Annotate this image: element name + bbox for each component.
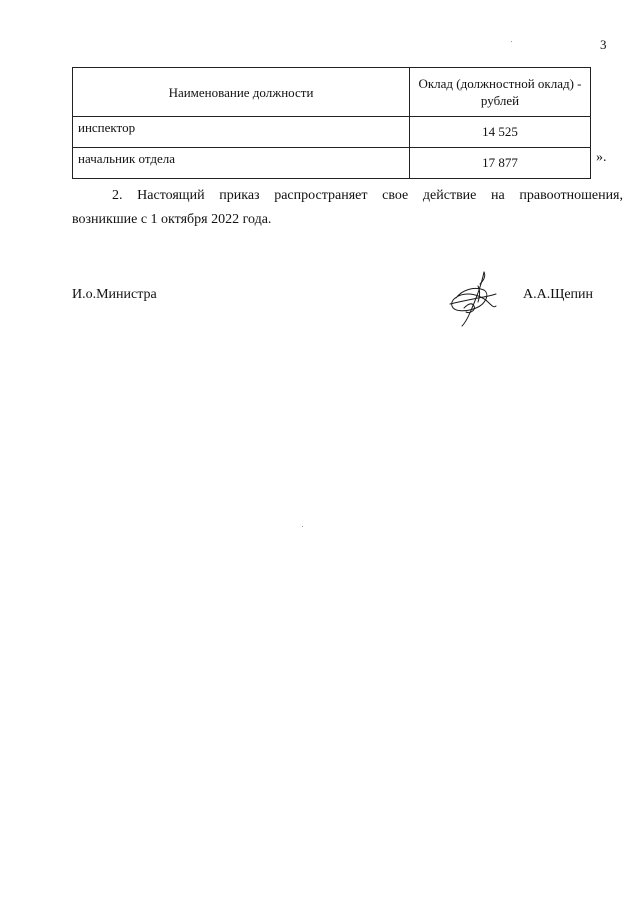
effective-date-paragraph [72, 184, 623, 232]
cell-position: начальник отдела [73, 148, 410, 179]
table-header-row [73, 68, 591, 117]
table-row [73, 117, 591, 148]
paragraph-line-2: возникшие с 1 октября 2022 года. [72, 212, 272, 227]
signer-title: И.о.Министра [72, 287, 157, 302]
paragraph-line-1: 2. Настоящий приказ распространяет свое действие на правоотношения, [112, 188, 623, 203]
header-salary: Оклад (должностной оклад) - рублей [409, 68, 590, 117]
salary-table [72, 67, 591, 179]
cell-salary: 17 877 [409, 148, 590, 179]
closing-quote: ». [596, 150, 607, 165]
scan-speck [511, 41, 512, 42]
handwritten-signature [444, 268, 504, 328]
cell-salary: 14 525 [409, 117, 590, 148]
scan-speck [302, 526, 303, 527]
header-position-name: Наименование должности [73, 68, 410, 117]
signer-name: А.А.Щепин [523, 287, 594, 302]
table-row [73, 148, 591, 179]
cell-position: инспектор [73, 117, 410, 148]
page-number: 3 [600, 37, 607, 52]
